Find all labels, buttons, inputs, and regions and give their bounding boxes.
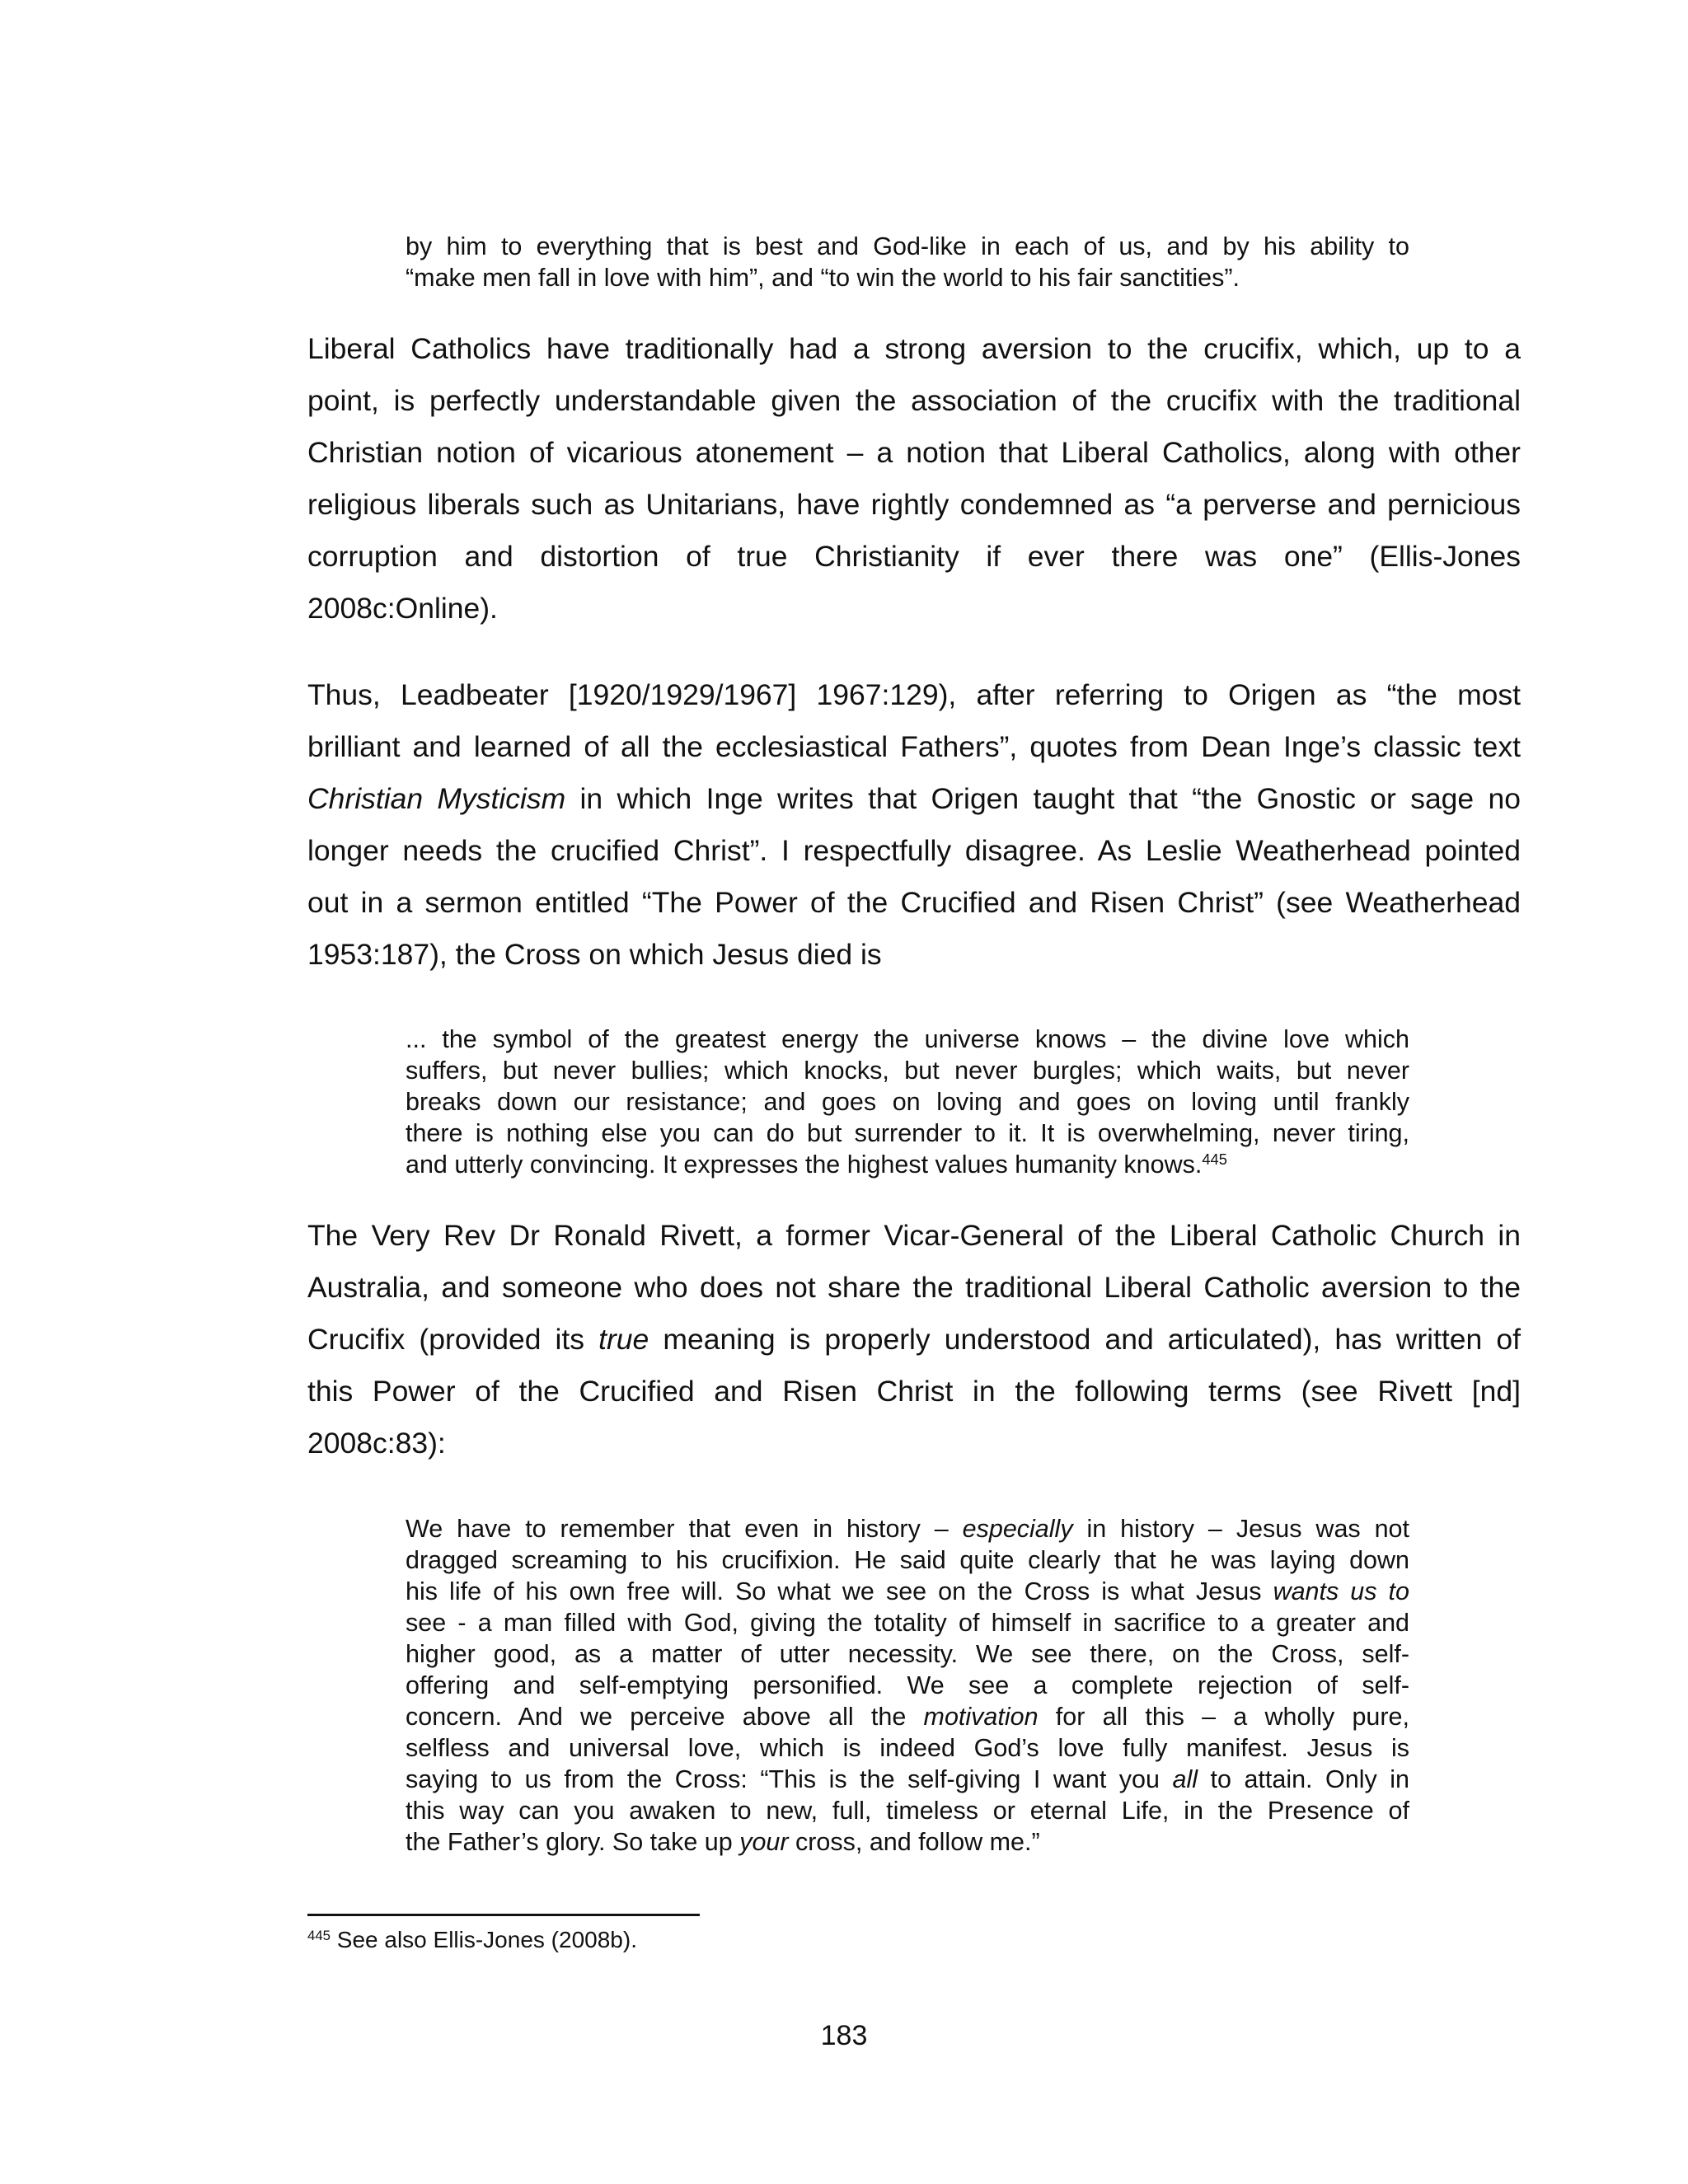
paragraph-line: The Very Rev Dr Ronald Rivett, a former Vicar-General of the Liberal Catholic Church in <box>307 1219 1521 1252</box>
quote-line: there is nothing else you can do but surrender to it. It is overwhelming, never tiring, <box>406 1119 1409 1147</box>
quote-line: offering and self-emptying personified. We see a complete rejection of self- <box>406 1671 1409 1699</box>
paragraph-line: Thus, Leadbeater [1920/1929/1967] 1967:129), after referring to Origen as “the most <box>307 678 1521 711</box>
paragraph-line: 2008c:83): <box>307 1427 446 1460</box>
paragraph-line: corruption and distortion of true Christianity if ever there was one” (Ellis-Jones <box>307 540 1521 573</box>
paragraph-line: Christian notion of vicarious atonement – a notion that Liberal Catholics, along with other <box>307 436 1521 469</box>
book-title: Christian Mysticism <box>307 782 566 815</box>
paragraph-1 <box>307 323 1521 635</box>
paragraph-line <box>307 1314 1521 1366</box>
quote-line <box>406 1513 1409 1544</box>
footnote-separator <box>307 1914 700 1916</box>
text-run: Crucifix (provided its <box>307 1323 599 1356</box>
paragraph-line: Liberal Catholics have traditionally had a strong aversion to the crucifix, which, up to a <box>307 332 1521 365</box>
paragraph-3 <box>307 1210 1521 1469</box>
paragraph-line: brilliant and learned of all the ecclesiastical Fathers”, quotes from Dean Inge’s classic text <box>307 730 1521 763</box>
footnote-reference[interactable]: 445 <box>1202 1150 1227 1168</box>
quote-line: ... the symbol of the greatest energy the universe knows – the divine love which <box>406 1025 1409 1053</box>
emphasis: true <box>598 1323 649 1356</box>
footnote-text: See also Ellis-Jones (2008b). <box>331 1927 637 1952</box>
text-run: and utterly convincing. It expresses the highest values humanity knows. <box>406 1151 1203 1179</box>
quote-line <box>406 1764 1409 1795</box>
text-run: concern. And we perceive above all the <box>406 1703 924 1731</box>
emphasis: wants us to <box>1273 1577 1409 1605</box>
text-run: the Father’s glory. So take up <box>406 1828 740 1856</box>
paragraph-line: 2008c:Online). <box>307 592 498 625</box>
paragraph-line <box>307 773 1521 825</box>
quote-line: higher good, as a matter of utter necessity. We see there, on the Cross, self- <box>406 1640 1409 1668</box>
paragraph-line: out in a sermon entitled “The Power of the Crucified and Risen Christ” (see Weatherhead <box>307 886 1521 919</box>
quote-line <box>406 1576 1409 1607</box>
block-quote-weatherhead <box>406 1024 1409 1180</box>
quote-line: by him to everything that is best and God-like in each of us, and by his ability to <box>406 232 1409 260</box>
quote-line: dragged screaming to his crucifixion. He said quite clearly that he was laying down <box>406 1546 1409 1574</box>
quote-line <box>406 1826 1409 1858</box>
quote-line: suffers, but never bullies; which knocks, but never burgles; which waits, but never <box>406 1057 1409 1085</box>
text-run: saying to us from the Cross: “This is the self-giving I want you <box>406 1765 1173 1793</box>
paragraph-line: Australia, and someone who does not share the traditional Liberal Catholic aversion to the <box>307 1271 1521 1304</box>
text-run: his life of his own free will. So what we see on the Cross is what Jesus <box>406 1577 1273 1605</box>
paragraph-line: this Power of the Crucified and Risen Christ in the following terms (see Rivett [nd] <box>307 1375 1521 1408</box>
paragraph-2 <box>307 669 1521 981</box>
paragraph-line: 1953:187), the Cross on which Jesus died is <box>307 938 882 971</box>
block-quote-rivett <box>406 1513 1409 1858</box>
quote-line: selfless and universal love, which is indeed God’s love fully manifest. Jesus is <box>406 1734 1409 1762</box>
text-run: for all this – a wholly pure, <box>1038 1703 1409 1731</box>
text-run: in which Inge writes that Origen taught that “the Gnostic or sage no <box>565 782 1521 815</box>
emphasis: motivation <box>923 1703 1039 1731</box>
paragraph-line: point, is perfectly understandable given the association of the crucifix with the traditional <box>307 384 1521 417</box>
quote-line: “make men fall in love with him”, and “to win the world to his fair sanctities”. <box>406 264 1240 292</box>
text-run: meaning is properly understood and articulated), has written of <box>649 1323 1521 1356</box>
text-run: We have to remember that even in history – <box>406 1515 963 1543</box>
quote-line <box>406 1701 1409 1732</box>
block-quote-top <box>406 231 1409 293</box>
emphasis: all <box>1172 1765 1198 1793</box>
quote-line: breaks down our resistance; and goes on loving and goes on loving until frankly <box>406 1088 1409 1116</box>
text-run: in history – Jesus was not <box>1072 1515 1409 1543</box>
text-run: cross, and follow me.” <box>788 1828 1040 1856</box>
paragraph-line: religious liberals such as Unitarians, have rightly condemned as “a perverse and pernicious <box>307 488 1521 521</box>
quote-line: this way can you awaken to new, full, timeless or eternal Life, in the Presence of <box>406 1797 1409 1825</box>
quote-line: see - a man filled with God, giving the totality of himself in sacrifice to a greater and <box>406 1609 1409 1637</box>
paragraph-line: longer needs the crucified Christ”. I respectfully disagree. As Leslie Weatherhead pointed <box>307 834 1521 867</box>
page-number: 183 <box>820 2020 868 2051</box>
emphasis: your <box>739 1828 789 1856</box>
emphasis: especially <box>962 1515 1073 1543</box>
quote-line <box>406 1149 1409 1180</box>
footnote-number: 445 <box>307 1927 331 1943</box>
text-run: to attain. Only in <box>1198 1765 1409 1793</box>
footnote <box>307 1926 1461 1954</box>
